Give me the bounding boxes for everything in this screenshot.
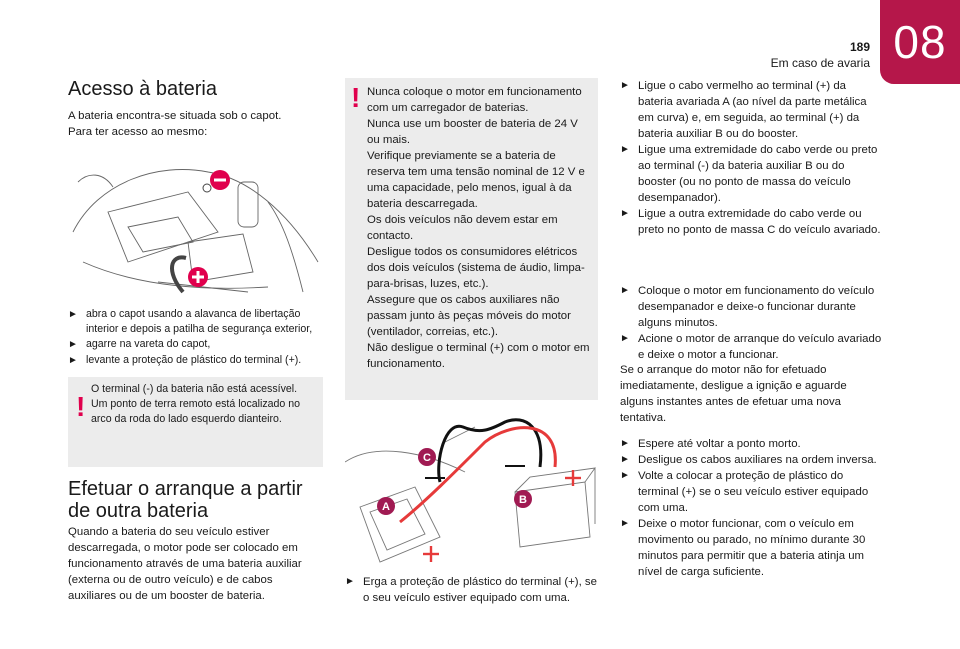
bullet-icon: ►: [620, 80, 630, 91]
arrow-icon: [172, 257, 186, 292]
label-b: B: [519, 494, 527, 506]
bullet-icon: ►: [345, 576, 355, 587]
list-item: ► Coloque o motor em funcionamento do veículo desempanador e deixe-o funcionar durante alguns minutos.: [620, 285, 875, 329]
bullet-icon: ►: [620, 285, 630, 296]
bullet-icon: ►: [620, 518, 630, 529]
plus-icon: [565, 470, 581, 486]
warning-icon: !: [351, 82, 361, 113]
start-steps: [620, 283, 882, 363]
list-item: ► Deixe o motor funcionar, com o veículo em movimento ou parado, no mínimo durante 30 minutos para permitir que a bateria atinja um nível de carga suficiente.: [620, 518, 866, 578]
section-title-jump-start: Efetuar o arranque a partir de outra bateria: [68, 478, 303, 522]
page-number: 189: [849, 40, 870, 54]
list-item: ► Erga a proteção de plástico do terminal (+), se o seu veículo estiver equipado com uma.: [345, 576, 597, 604]
list-item: ► Espere até voltar a ponto morto.: [620, 438, 801, 450]
bullet-icon: ►: [620, 208, 630, 219]
jump-start-warning-box: [345, 78, 598, 400]
list-item: ► levante a proteção de plástico do terminal (+).: [68, 353, 323, 369]
chapter-title: Em caso de avaria: [770, 56, 870, 70]
bullet-icon: ►: [68, 355, 78, 366]
warning-text: O terminal (-) da bateria não está acessível. Um ponto de terra remoto está localizado no arco da roda do lado esquerdo dianteiro.: [91, 383, 301, 425]
warning-icon: !: [76, 391, 86, 422]
jump-start-illustration: [345, 402, 598, 570]
list-item: ► Volte a colocar a proteção de plástico do terminal (+) se o seu veículo estiver equipado com uma.: [620, 470, 869, 514]
list-item: ► agarre na vareta do capot,: [68, 337, 323, 353]
bullet-icon: ►: [620, 144, 630, 155]
section-title-battery-access: Acesso à bateria: [68, 78, 217, 100]
list-item: ► abra o capot usando a alavanca de libertação interior e depois a patilha de segurança exterior,: [68, 308, 313, 335]
label-c: C: [423, 452, 431, 464]
red-cable: [400, 428, 555, 522]
list-item: ► Ligue uma extremidade do cabo verde ou preto ao terminal (-) da bateria auxiliar B ou do booster (ou no ponto de massa do veículo desempanador).: [620, 144, 878, 204]
list-item: ► Acione o motor de arranque do veículo avariado e deixe o motor a funcionar.: [620, 333, 882, 361]
list-item: ► Desligue os cabos auxiliares na ordem inversa.: [620, 454, 877, 466]
connect-steps: [620, 78, 882, 238]
list-item: ► Ligue o cabo vermelho ao terminal (+) da bateria avariada A (ao nível da parte metálica em curva) e, em seguida, ao terminal (+) da bateria auxiliar B ou do booster.: [620, 80, 867, 140]
plus-icon: [423, 546, 439, 562]
warning-text: Nunca coloque o motor em funcionamento com um carregador de baterias. Nunca use um booster de bateria de 24 V ou mais. Verifique previamente se a bateria de reserva tem uma tensão nominal de 12 V e uma capacidade, pelo menos, igual à da bateria descarregada. Os dois veículos não devem estar em contacto. Desligue todos os consumidores elétricos dos dois veículos (sistema de áudio, limpa-para-brisas, luzes, etc.). Assegure que os cabos auxiliares não passam junto às peças móveis do motor (ventilador, correias, etc.). Não desligue o terminal (+) com o motor em funcionamento.: [367, 86, 590, 370]
bullet-icon: ►: [620, 333, 630, 344]
label-a: A: [382, 501, 390, 513]
list-item: ► Ligue a outra extremidade do cabo verde ou preto no ponto de massa C do veículo avariado.: [620, 208, 881, 236]
warning-box: [68, 377, 323, 467]
bullet-icon: ►: [68, 309, 78, 320]
bullet-icon: ►: [620, 438, 630, 449]
jump-start-paragraph: Quando a bateria do seu veículo estiver descarregada, o motor pode ser colocado em funcionamento através de uma bateria auxiliar (externa ou de outro veículo) e de cabos auxiliares ou de um booster de bateria.: [68, 526, 302, 602]
bullet-icon: ►: [620, 470, 630, 481]
retry-paragraph: Se o arranque do motor não for efetuado imediatamente, desligue a ignição e aguarde alguns instantes antes de efetuar uma nova tentativa.: [620, 364, 847, 424]
finish-steps: [620, 436, 882, 580]
battery-access-steps: [68, 307, 323, 369]
engine-bay-illustration: [68, 142, 323, 302]
bullet-icon: ►: [620, 454, 630, 465]
chapter-number: 08: [893, 16, 947, 68]
bullet-icon: ►: [68, 339, 78, 350]
chapter-tab: [880, 0, 960, 84]
battery-intro: A bateria encontra-se situada sob o capot. Para ter acesso ao mesmo:: [68, 110, 282, 138]
